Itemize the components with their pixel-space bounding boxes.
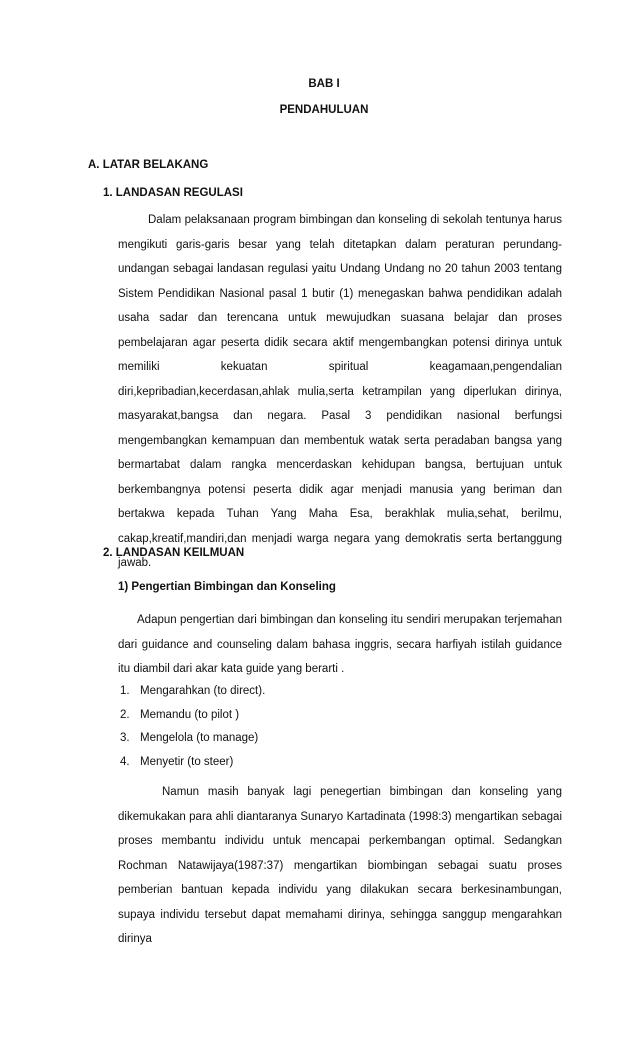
guide-meaning-list xyxy=(120,680,265,774)
paragraph-regulasi: Dalam pelaksanaan program bimbingan dan konseling di sekolah tentunya harus mengikuti garis-garis besar yang telah ditetapkan dalam peraturan perundang-undangan sebagai landasan regulasi yaitu Undang Undang no 20 tahun 2003 tentang Sistem Pendidikan Nasional pasal 1 butir (1) menegaskan bahwa pendidikan adalah usaha sadar dan terencana untuk mewujudkan suasana belajar dan proses pembelajaran agar peserta didik secara aktif mengembangkan potensi dirinya untuk memiliki kekuatan spiritual keagamaan,pengendalian diri,kepribadian,kecerdasan,ahlak mulia,serta ketrampilan yang diperlukan dirinya, masyarakat,bangsa dan negara. Pasal 3 pendidikan nasional berfungsi mengembangkan kemampuan dan membentuk watak serta peradaban bangsa yang bermartabat dalam rangka mencerdaskan kehidupan bangsa, bertujuan untuk berkembangnya potensi peserta didik agar menjadi manusia yang beriman dan bertakwa kepada Tuhan Yang Maha Esa, berakhlak mulia,sehat, berilmu, cakap,kreatif,mandiri,dan menjadi warga negara yang demokratis serta bertanggung jawab. xyxy=(118,214,562,569)
paragraph-pendapat-ahli: Namun masih banyak lagi penegertian bimbingan dan konseling yang dikemukakan para ahli diantaranya Sunaryo Kartadinata (1998:3) mengartikan sebagai proses membantu individu untuk mencapai perkembangan optimal. Sedangkan Rochman Natawijaya(1987:37) mengartikan biombingan sebagai suatu proses pemberian bantuan kepada individu yang dilakukan secara berkesinambungan, supaya individu tersebut dapat memahami dirinya, sehingga sanggup mengarahkan dirinya xyxy=(118,786,562,945)
list-text: Mengarahkan (to direct). xyxy=(140,685,266,697)
list-item xyxy=(120,680,265,704)
chapter-label: BAB I xyxy=(308,78,340,90)
list-item xyxy=(120,727,265,751)
list-item xyxy=(120,751,265,775)
list-item xyxy=(120,704,265,728)
subsection-heading-regulasi: 1. LANDASAN REGULASI xyxy=(103,187,243,199)
subsection-heading-keilmuan: 2. LANDASAN KEILMUAN xyxy=(103,547,245,559)
list-text: Mengelola (to manage) xyxy=(140,732,259,744)
chapter-title: PENDAHULUAN xyxy=(279,104,369,116)
section-heading: A. LATAR BELAKANG xyxy=(88,159,209,171)
list-number: 1. xyxy=(120,685,130,697)
list-number: 4. xyxy=(120,755,130,768)
paragraph-pengertian: Adapun pengertian dari bimbingan dan konseling itu sendiri merupakan terjemahan dari guidance and counseling dalam bahasa inggris, secara harfiyah istilah guidance itu diambil dari akar kata guide yang berarti . xyxy=(118,614,562,675)
list-number: 3. xyxy=(120,732,130,744)
subsubsection-heading-pengertian: 1) Pengertian Bimbingan dan Konseling xyxy=(118,581,336,593)
list-text: Menyetir (to steer) xyxy=(140,755,234,768)
list-text: Memandu (to pilot ) xyxy=(140,708,240,721)
list-number: 2. xyxy=(120,708,130,721)
